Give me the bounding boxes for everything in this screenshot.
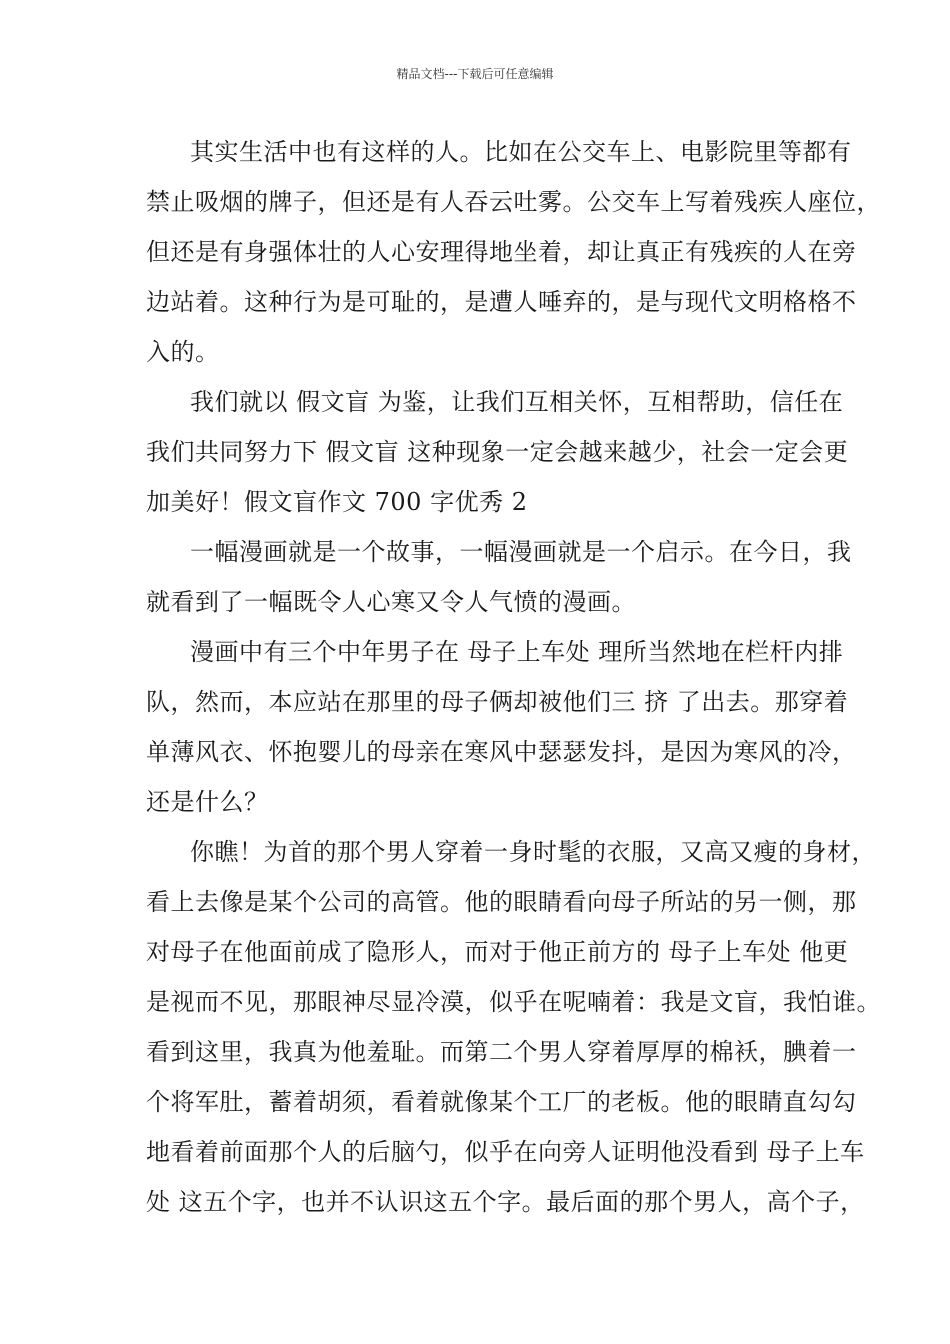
page-header: 精品文档---下载后可任意编辑 bbox=[396, 67, 554, 81]
text-line: 地看着前面那个人的后脑勺，似乎在向旁人证明他没看到 母子上车 bbox=[146, 1138, 865, 1166]
text-line: 个将军肚，蓄着胡须，看着就像某个工厂的老板。他的眼睛直勾勾 bbox=[146, 1088, 857, 1116]
text-line: 还是什么？ bbox=[146, 788, 269, 816]
text-line: 就看到了一幅既令人心寒又令人气愤的漫画。 bbox=[146, 588, 636, 616]
text-line: 对母子在他面前成了隐形人，而对于他正前方的 母子上车处 他更 bbox=[146, 938, 849, 966]
text-line: 看到这里，我真为他羞耻。而第二个男人穿着厚厚的棉袄，腆着一 bbox=[146, 1038, 857, 1066]
text-line: 其实生活中也有这样的人。比如在公交车上、电影院里等都有 bbox=[190, 138, 852, 166]
text-line: 加美好！假文盲作文 700 字优秀 2 bbox=[146, 488, 528, 516]
text-line: 你瞧！为首的那个男人穿着一身时髦的衣服，又高又瘦的身材， bbox=[190, 838, 876, 866]
text-line: 边站着。这种行为是可耻的，是遭人唾弃的，是与现代文明格格不 bbox=[146, 288, 857, 316]
text-line: 我们就以 假文盲 为鉴，让我们互相关怀，互相帮助，信任在 bbox=[190, 388, 844, 416]
text-line: 我们共同努力下 假文盲 这种现象一定会越来越少，社会一定会更 bbox=[146, 438, 849, 466]
text-line: 处 这五个字，也并不认识这五个字。最后面的那个男人，高个子， bbox=[146, 1188, 865, 1216]
text-line: 入的。 bbox=[146, 338, 220, 366]
text-line: 队，然而，本应站在那里的母子俩却被他们三 挤 了出去。那穿着 bbox=[146, 688, 849, 716]
text-line: 漫画中有三个中年男子在 母子上车处 理所当然地在栏杆内排 bbox=[190, 638, 844, 666]
text-line: 是视而不见，那眼神尽显冷漠，似乎在呢喃着：我是文盲，我怕谁。 bbox=[146, 988, 881, 1016]
text-line: 禁止吸烟的牌子，但还是有人吞云吐雾。公交车上写着残疾人座位， bbox=[146, 188, 881, 216]
text-line: 但还是有身强体壮的人心安理得地坐着，却让真正有残疾的人在旁 bbox=[146, 238, 857, 266]
text-line: 看上去像是某个公司的高管。他的眼睛看向母子所站的另一侧，那 bbox=[146, 888, 857, 916]
text-line: 一幅漫画就是一个故事，一幅漫画就是一个启示。在今日，我 bbox=[190, 538, 852, 566]
text-line: 单薄风衣、怀抱婴儿的母亲在寒风中瑟瑟发抖，是因为寒风的冷， bbox=[146, 738, 857, 766]
